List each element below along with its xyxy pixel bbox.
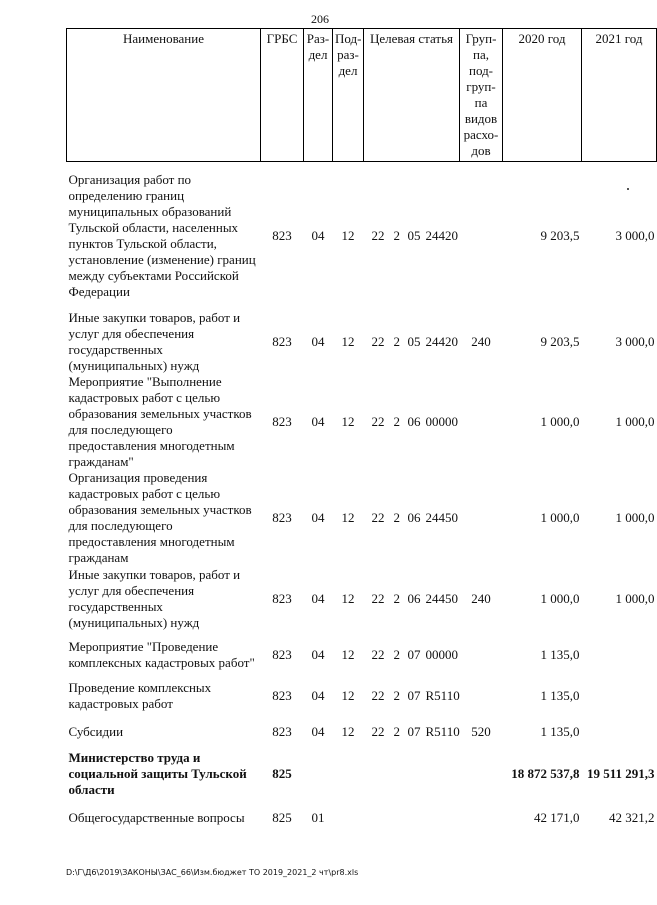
cell-2021 [582, 714, 657, 750]
cell-podrazdel: 12 [341, 333, 355, 349]
target-part-cs4: 24450 [425, 590, 458, 606]
target-part-cs4: R5110 [425, 687, 460, 703]
target-part-cs2: 2 [393, 646, 400, 662]
cell-2020: 1 000,0 [540, 509, 580, 525]
cell-2020: 1 000,0 [540, 590, 580, 606]
target-part-cs2: 2 [393, 590, 400, 606]
target-part-cs1: 22 [371, 723, 385, 739]
cell-target [364, 798, 460, 838]
cell-grbs: 823 [272, 646, 292, 662]
cell-razdel: 04 [311, 723, 325, 739]
header-row [67, 29, 657, 162]
cell-2020: 42 171,0 [534, 809, 580, 825]
target-part-cs2: 2 [393, 723, 400, 739]
cell-name: Министерство труда и социальной защиты Тульской области [68, 749, 247, 797]
cell-razdel: 04 [311, 687, 325, 703]
cell-2020: 1 135,0 [540, 687, 580, 703]
header-2020: 2020 год [503, 29, 582, 162]
cell-podrazdel [333, 798, 364, 838]
cell-2020: 1 135,0 [540, 646, 580, 662]
cell-razdel: 04 [311, 413, 325, 429]
cell-grbs: 823 [272, 509, 292, 525]
table-row [67, 632, 657, 678]
cell-name: Общегосударственные вопросы [68, 809, 245, 825]
cell-2021 [582, 678, 657, 714]
cell-razdel: 04 [311, 333, 325, 349]
cell-podrazdel [333, 750, 364, 798]
table-row [67, 678, 657, 714]
target-part-cs3: 07 [407, 687, 421, 703]
cell-2021: 42 321,2 [609, 809, 655, 825]
cell-razdel: 04 [311, 227, 325, 243]
cell-grbs: 823 [272, 227, 292, 243]
cell-razdel: 01 [311, 809, 325, 825]
cell-2021: 3 000,0 [615, 333, 655, 349]
target-part-cs4: 24420 [425, 227, 458, 243]
cell-2021: 19 511 291,3 [586, 765, 655, 781]
cell-2020: 1 135,0 [540, 723, 580, 739]
cell-podrazdel: 12 [341, 590, 355, 606]
cell-2021: 1 000,0 [615, 509, 655, 525]
cell-name: Иные закупки товаров, работ и услуг для обеспечения государственных (муниципальных) нужд [68, 566, 241, 630]
target-part-cs1: 22 [371, 646, 385, 662]
target-part-cs2: 2 [393, 509, 400, 525]
cell-podrazdel: 12 [341, 687, 355, 703]
cell-razdel: 04 [311, 590, 325, 606]
header-target: Целевая статья [364, 29, 460, 162]
cell-name: Мероприятие "Выполнение кадастровых работ с целью образования земельных участков для последующего предоставления многодетным гражданам" [68, 373, 252, 469]
cell-target [364, 632, 460, 678]
cell-2021 [582, 632, 657, 678]
cell-target [364, 566, 460, 632]
table-row [67, 750, 657, 798]
table-row [67, 566, 657, 632]
cell-target [364, 750, 460, 798]
cell-target [364, 714, 460, 750]
target-part-cs1: 22 [371, 590, 385, 606]
cell-2020: 9 203,5 [540, 333, 580, 349]
target-part-cs2: 2 [393, 333, 400, 349]
table-row [67, 714, 657, 750]
target-part-cs2: 2 [393, 413, 400, 429]
cell-name: Иные закупки товаров, работ и услуг для обеспечения государственных (муниципальных) нужд [68, 309, 241, 373]
cell-name: Организация проведения кадастровых работ с целью образования земельных участков для последующего предоставления многодетным гражданам [68, 469, 252, 565]
cell-2020: 18 872 537,8 [511, 765, 580, 781]
target-part-cs4: 24450 [425, 509, 458, 525]
page-number: 206 [311, 12, 329, 26]
cell-name: Проведение комплексных кадастровых работ [68, 679, 212, 711]
target-part-cs1: 22 [371, 687, 385, 703]
cell-2021: 1 000,0 [615, 590, 655, 606]
cell-group [460, 750, 503, 798]
cell-group [460, 678, 503, 714]
header-podrazdel: Под-раз-дел [333, 29, 364, 162]
target-part-cs1: 22 [371, 227, 385, 243]
table-row [67, 162, 657, 310]
cell-2021: 1 000,0 [615, 413, 655, 429]
target-part-cs4: 24420 [425, 333, 458, 349]
cell-group [460, 798, 503, 838]
table-row [67, 310, 657, 374]
cell-grbs: 823 [272, 687, 292, 703]
table-row [67, 798, 657, 838]
budget-table [66, 28, 657, 838]
cell-target [364, 678, 460, 714]
target-part-cs3: 06 [407, 413, 421, 429]
cell-grbs: 825 [272, 809, 292, 825]
header-name: Наименование [67, 29, 261, 162]
cell-razdel: 04 [311, 509, 325, 525]
cell-2021: 3 000,0 [615, 227, 655, 243]
header-group: Груп-па, под-груп-па видов расхо-дов [460, 29, 503, 162]
cell-name: Мероприятие "Проведение комплексных кадастровых работ" [68, 638, 255, 670]
cell-podrazdel: 12 [341, 413, 355, 429]
target-part-cs3: 05 [407, 333, 421, 349]
target-part-cs3: 07 [407, 723, 421, 739]
cell-2020: 1 000,0 [540, 413, 580, 429]
target-part-cs3: 06 [407, 509, 421, 525]
target-part-cs4: R5110 [425, 723, 460, 739]
cell-name: Организация работ по определению границ муниципальных образований Тульской области, населенных пунктов Тульской области, установление (изменение) границ между субъектами Российской Федерации [68, 171, 256, 299]
cell-target [364, 470, 460, 566]
header-razdel: Раз-дел [304, 29, 333, 162]
target-part-cs1: 22 [371, 333, 385, 349]
target-part-cs1: 22 [371, 413, 385, 429]
target-part-cs4: 00000 [425, 646, 458, 662]
header-2021: 2021 год [582, 29, 657, 162]
target-part-cs3: 06 [407, 590, 421, 606]
cell-group: 240 [471, 333, 491, 349]
cell-podrazdel: 12 [341, 723, 355, 739]
target-part-cs3: 05 [407, 227, 421, 243]
cell-target [364, 374, 460, 470]
cell-razdel: 04 [311, 646, 325, 662]
file-path: D:\Г\Д6\2019\ЗАКОНЫ\ЗАС_66\Изм.бюджет ТО 2019_2021_2 чт\pr8.xls [66, 868, 359, 877]
target-part-cs2: 2 [393, 227, 400, 243]
cell-grbs: 823 [272, 413, 292, 429]
cell-grbs: 825 [272, 765, 292, 781]
cell-grbs: 823 [272, 333, 292, 349]
cell-group [460, 470, 503, 566]
cell-group [460, 162, 503, 310]
cell-group: 240 [471, 590, 491, 606]
cell-target [364, 162, 460, 310]
target-part-cs2: 2 [393, 687, 400, 703]
table-row [67, 374, 657, 470]
target-part-cs4: 00000 [425, 413, 458, 429]
cell-grbs: 823 [272, 590, 292, 606]
cell-grbs: 823 [272, 723, 292, 739]
target-part-cs1: 22 [371, 509, 385, 525]
cell-podrazdel: 12 [341, 227, 355, 243]
cell-group: 520 [471, 723, 491, 739]
cell-group [460, 632, 503, 678]
target-part-cs3: 07 [407, 646, 421, 662]
cell-group [460, 374, 503, 470]
cell-2020: 9 203,5 [540, 227, 580, 243]
header-grbs: ГРБС [261, 29, 304, 162]
cell-target [364, 310, 460, 374]
cell-name: Субсидии [68, 723, 124, 739]
table-row [67, 470, 657, 566]
cell-podrazdel: 12 [341, 509, 355, 525]
cell-razdel [304, 750, 333, 798]
cell-podrazdel: 12 [341, 646, 355, 662]
